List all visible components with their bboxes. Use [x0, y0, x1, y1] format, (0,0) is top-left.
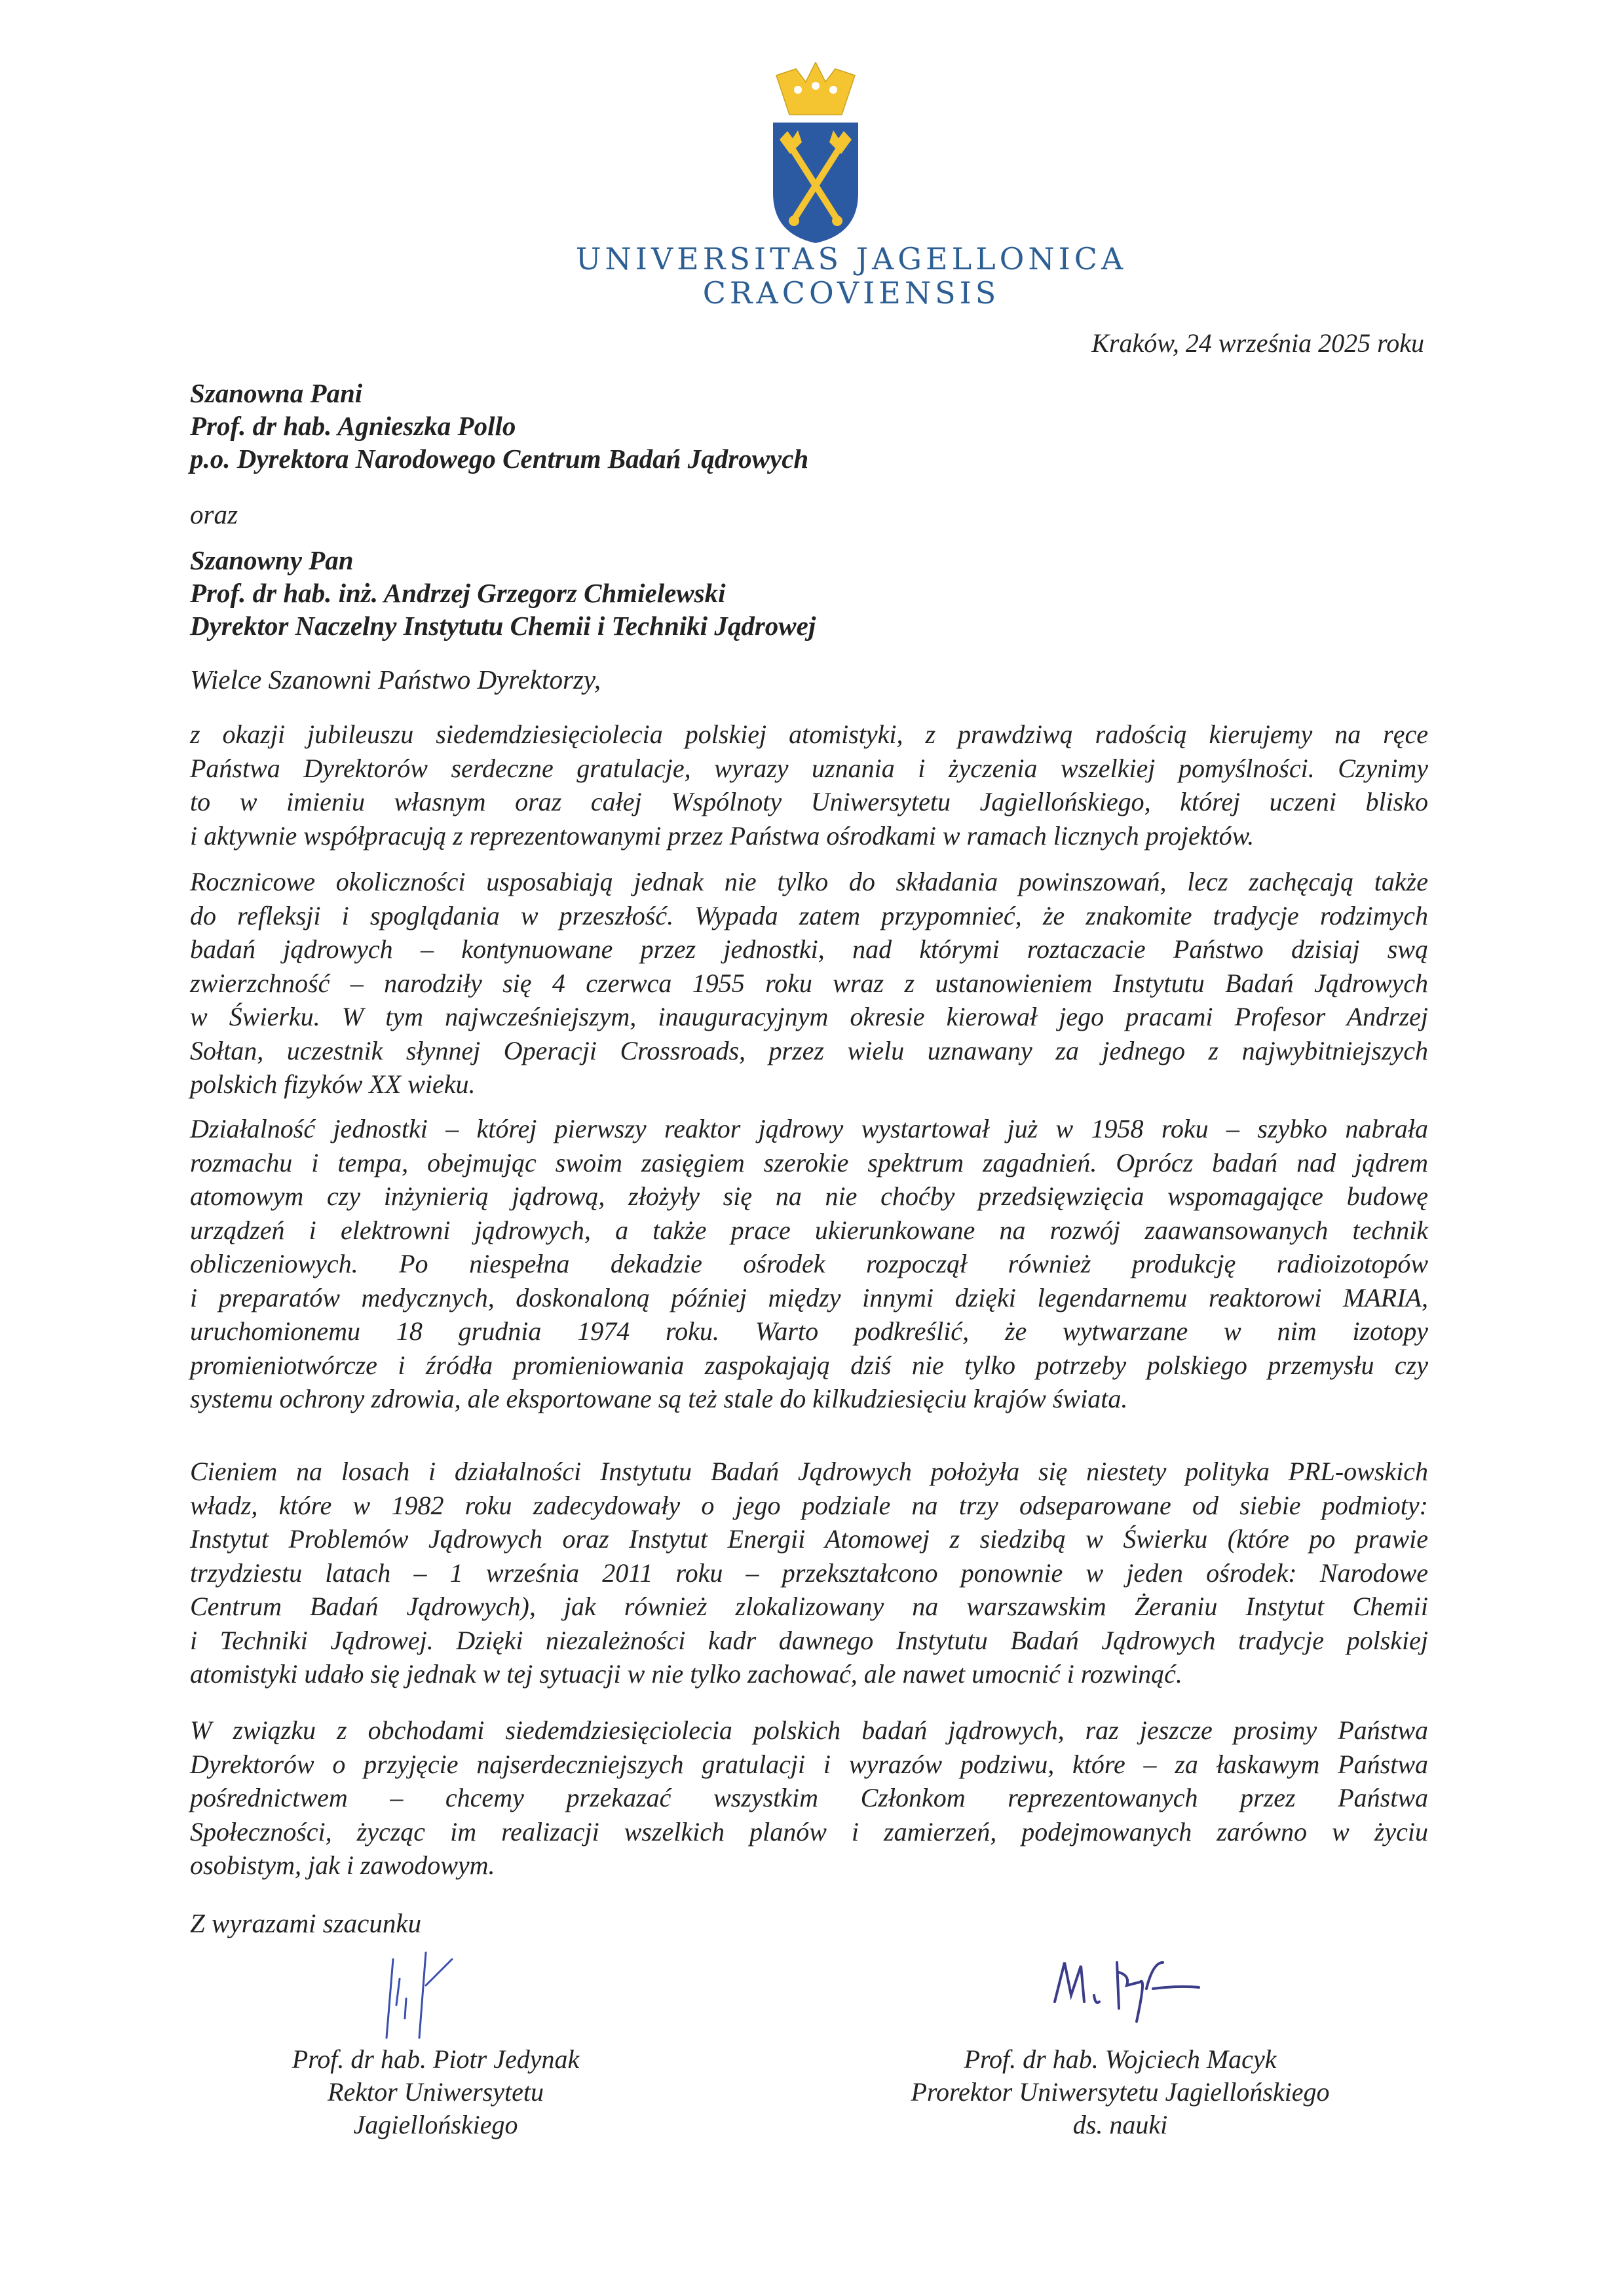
signatory-rector-name: Prof. dr hab. Piotr Jedynak — [292, 2044, 580, 2074]
recipient-2 — [190, 544, 816, 642]
paragraph-line: atomowym czy inżynierią jądrową, złożyły się na nie choćby przedsięwzięcia wspomagające budowę — [190, 1181, 1428, 1211]
paragraph-line: i preparatów medycznych, doskonaloną później między innymi dzięki legendarnemu reaktorowi MARIA, — [190, 1282, 1428, 1312]
signatory-prorector-name: Prof. dr hab. Wojciech Macyk — [964, 2044, 1277, 2074]
paragraph-line: atomistyki udało się jednak w tej sytuacji w nie tylko zachować, ale nawet umocnić i rozwinąć. — [190, 1659, 1182, 1689]
university-crest-icon — [760, 62, 871, 246]
closing: Z wyrazami szacunku — [190, 1908, 422, 1938]
paragraph-line: systemu ochrony zdrowia, ale eksportowane są też stale do kilkudziesięciu krajów świata. — [190, 1384, 1128, 1413]
signatory-rector — [269, 2043, 603, 2141]
letter-date: Kraków, 24 września 2025 roku — [1091, 328, 1424, 358]
salutation: Wielce Szanowni Państwo Dyrektorzy, — [190, 664, 601, 695]
paragraph-line: pośrednictwem – chcemy przekazać wszystkim Członkom reprezentowanych przez Państwa — [190, 1783, 1428, 1812]
paragraph-line: trzydziestu latach – 1 września 2011 roku – przekształcono ponownie w jeden ośrodek: Narodowe — [190, 1558, 1428, 1588]
paragraph-line: i aktywnie współpracują z reprezentowanymi przez Państwa ośrodkami w ramach licznych projektów. — [190, 820, 1255, 851]
paragraph-line: władz, które w 1982 roku zadecydowały o jego podziale na trzy odseparowane od siebie podmioty: — [190, 1490, 1428, 1520]
paragraph-line: to w imieniu własnym oraz całej Wspólnoty Uniwersytetu Jagiellońskiego, której uczeni blisko — [190, 787, 1428, 816]
signature-prorector-icon — [1048, 1956, 1238, 2041]
paragraph-line: obliczeniowych. Po niespełna dekadzie ośrodek rozpoczął również produkcję radioizotopów — [190, 1249, 1428, 1278]
paragraph-line: Instytut Problemów Jądrowych oraz Instytut Energii Atomowej z siedzibą w Świerku (które po prawie — [190, 1524, 1428, 1554]
paragraph-line: Społeczności, życząc im realizacji wszelkich planów i zamierzeń, podejmowanych zarówno w życiu — [190, 1816, 1428, 1846]
paragraph-line: W związku z obchodami siedemdziesięciolecia polskich badań jądrowych, raz jeszcze prosimy Państwa — [190, 1715, 1428, 1745]
paragraph-line: i Techniki Jądrowej. Dzięki niezależności kadr dawnego Instytutu Badań Jądrowych tradycje polskiej — [190, 1625, 1428, 1655]
university-name-line-1: UNIVERSITAS JAGELLONICA — [575, 241, 1127, 277]
recipient-1-name: Prof. dr hab. Agnieszka Pollo — [190, 411, 516, 441]
paragraph-3 — [190, 1112, 1428, 1416]
paragraph-line: uruchomionemu 18 grudnia 1974 roku. Warto podkreślić, że wytwarzane w nim izotopy — [190, 1316, 1428, 1346]
paragraph-5 — [190, 1713, 1428, 1883]
paragraph-line: zwierzchność – narodziły się 4 czerwca 1955 roku wraz z ustanowieniem Instytutu Badań Jądrowych — [190, 968, 1428, 998]
signature-rector-icon — [367, 1946, 498, 2044]
paragraph-line: z okazji jubileuszu siedemdziesięciolecia polskiej atomistyki, z prawdziwą radością kierujemy na ręce — [190, 719, 1428, 749]
recipient-2-salutation: Szanowny Pan — [190, 545, 354, 575]
paragraph-line: Centrum Badań Jądrowych), jak również zlokalizowany na warszawskim Żeraniu Instytut Chemii — [190, 1592, 1428, 1621]
paragraph-line: promieniotwórcze i źródła promieniowania zaspokajają dziś nie tylko potrzeby polskiego przemysłu czy — [190, 1350, 1428, 1380]
paragraph-line: do refleksji i spoglądania w przeszłość. Wypada zatem przypomnieć, że znakomite tradycje rodzimych — [190, 900, 1428, 930]
recipient-1 — [190, 377, 808, 475]
paragraph-line: Cieniem na losach i działalności Instytutu Badań Jądrowych położyła się niestety polityka PRL-owskich — [190, 1457, 1428, 1486]
paragraph-line: badań jądrowych – kontynuowane przez jednostki, nad którymi roztaczacie Państwo dzisiaj swą — [190, 934, 1428, 964]
paragraph-4 — [190, 1455, 1428, 1691]
recipient-1-title: p.o. Dyrektora Narodowego Centrum Badań Jądrowych — [190, 444, 809, 474]
paragraph-line: Dyrektorów o przyjęcie najserdeczniejszych gratulacji i wyrazów podziwu, które – za łaskawym Państwa — [190, 1749, 1428, 1779]
paragraph-line: Działalność jednostki – której pierwszy reaktor jądrowy wystartował już w 1958 roku – szybko nabrała — [190, 1114, 1428, 1143]
paragraph-line: Państwa Dyrektorów serdeczne gratulacje, wyrazy uznania i życzenia wszelkiej pomyślności. Czynimy — [190, 753, 1428, 783]
recipient-2-title: Dyrektor Naczelny Instytutu Chemii i Techniki Jądrowej — [190, 611, 816, 641]
conjunction: oraz — [190, 499, 238, 529]
signatory-prorector-title: Prorektor Uniwersytetu Jagiellońskiego — [911, 2077, 1330, 2107]
paragraph-line: urządzeń i elektrowni jądrowych, a także prace ukierunkowane na rozwój zaawansowanych technik — [190, 1215, 1428, 1245]
signatory-prorector-subtitle: ds. nauki — [1072, 2110, 1168, 2139]
university-name-line-2: CRACOVIENSIS — [702, 275, 1000, 311]
recipient-1-salutation: Szanowna Pani — [190, 378, 363, 408]
paragraph-line: polskich fizyków XX wieku. — [190, 1069, 476, 1099]
signatory-prorector — [845, 2043, 1395, 2141]
paragraph-line: rozmachu i tempa, obejmując swoim zasięgiem szerokie spektrum zagadnień. Oprócz badań nad jądrem — [190, 1147, 1428, 1177]
recipient-2-name: Prof. dr hab. inż. Andrzej Grzegorz Chmielewski — [190, 578, 726, 608]
signatory-rector-title: Rektor Uniwersytetu Jagiellońskiego — [328, 2077, 544, 2139]
paragraph-line: Sołtan, uczestnik słynnej Operacji Crossroads, przez wielu uznawany za jednego z najwybitniejszych — [190, 1035, 1428, 1065]
paragraph-1 — [190, 718, 1428, 852]
paragraph-2 — [190, 865, 1428, 1101]
paragraph-line: osobistym, jak i zawodowym. — [190, 1850, 495, 1880]
paragraph-line: w Świerku. W tym najwcześniejszym, inauguracyjnym okresie kierował jego pracami Profesor Andrzej — [190, 1002, 1428, 1031]
paragraph-line: Rocznicowe okoliczności usposabiają jednak nie tylko do składania powinszowań, lecz zachęcają także — [190, 867, 1428, 896]
